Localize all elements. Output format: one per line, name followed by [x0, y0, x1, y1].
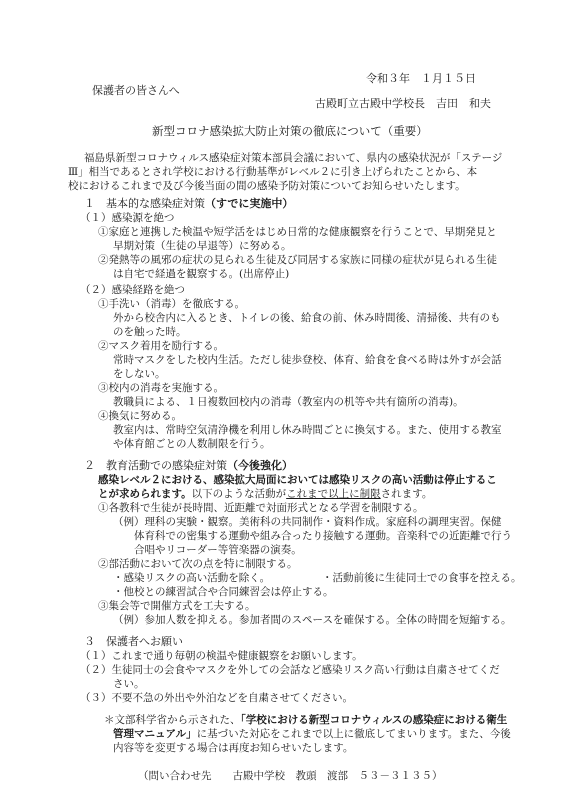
section1-sub2-item: ④換気に努める。 — [98, 410, 182, 422]
section2-item: ・活動前後に生徒同士での食事を控える。 — [322, 572, 522, 584]
note-line-2 — [113, 727, 511, 741]
section2-heading — [84, 459, 293, 473]
note-bold-1: 「学校における新型コロナウィルスの感染症における衛生 — [240, 714, 508, 726]
section1-sub1-label: （１）感染源を絶つ — [80, 212, 175, 224]
section2-item: ②部活動において次の点を特に制限する。 — [98, 558, 298, 570]
section1-sub2-item: ③校内の消毒を実施する。 — [98, 382, 224, 394]
section1-sub2-item: 外から校舎内に入るとき、トイレの後、給食の前、休み時間後、清掃後、共有のも — [113, 312, 501, 324]
section3-item: （１）これまで通り毎朝の検温や健康観察をお願いします。 — [80, 650, 363, 662]
section2-rest-a: 以下のような活動が — [191, 488, 287, 500]
section1-sub2-item: をしない。 — [113, 368, 166, 380]
intro-line-1: 福島県新型コロナウィルス感染症対策本部員会議において、県内の感染状況が「ステージ — [84, 152, 503, 164]
section1-sub1-item: ①家庭と連携した検温や短学活をはじめ日常的な健康観察を行うことで、早期発見と — [98, 226, 497, 238]
section2-bold-line-end: とが求められます。 — [98, 488, 192, 500]
note-bold-2: 管理マニュアル」 — [113, 728, 197, 740]
section1-sub2-item: 教職員による、１日複数回校内の消毒（教室内の机等や共有箇所の消毒)。 — [113, 396, 464, 408]
section2-rest-underline: これまで以上に制限 — [286, 488, 381, 500]
section2-item: ・感染リスクの高い活動を除く。 — [113, 572, 271, 584]
section2-item: ・他校との練習試合や合同練習会は停止する。 — [113, 586, 334, 598]
intro-line-3: 校におけるこれまで及び今後当面の間の感染予防対策についてお知らせいたします。 — [68, 180, 466, 192]
intro-line-2: Ⅲ」相当であるとされ学校における行動基準がレベル２に引き上げられたことから、本 — [68, 166, 478, 178]
section1-sub1-item: は自宅で経過を観察する。(出席停止) — [113, 268, 290, 280]
section2-heading-text: ２ 教育活動での感染症対策 — [84, 459, 227, 472]
section2-heading-emphasis: （今後強化） — [227, 459, 293, 472]
section1-sub1-item: 早期対策（生徒の早退等）に努める。 — [113, 240, 292, 252]
section2-item: （例）参加人数を抑える。参加者間のスペースを確保する。全体の時間を短縮する。 — [113, 614, 512, 626]
section1-heading — [84, 197, 293, 211]
section2-item: ③集会等で開催方式を工夫する。 — [98, 600, 256, 612]
document-date: 令和３年 １月１５日 — [366, 72, 476, 85]
document-title: 新型コロナ感染拡大防止対策の徹底について（重要） — [152, 124, 428, 138]
note-line-1 — [104, 713, 507, 727]
section1-sub2-item: のを触った時。 — [113, 326, 187, 338]
contact-info: （問い合わせ先 古殿中学校 教頭 渡部 ５３－３１３５） — [138, 770, 443, 782]
section3-heading: ３ 保護者へお願い — [84, 635, 183, 648]
note-line-3: 内容等を変更する場合は再度お知らせいたします。 — [113, 742, 354, 754]
section1-sub2-item: ②マスク着用を励行する。 — [98, 340, 224, 352]
section1-sub2-item: や体育館ごとの人数制限を行う。 — [113, 438, 271, 450]
note-rest-1: に基づいた対応をこれまで以上に徹底してまいります。また、今後 — [196, 728, 511, 740]
recipient: 保護者の皆さんへ — [92, 84, 180, 97]
section1-sub1-item: ②発熱等の風邪の症状の見られる生徒及び同居する家族に同様の症状が見られる生徒 — [98, 254, 497, 266]
sender: 古殿町立古殿中学校長 吉田 和夫 — [315, 97, 491, 110]
section2-item: （例）理科の実験・観察。美術科の共同制作・資料作成。家庭科の調理実習。保健 — [113, 516, 502, 528]
note-prefix: ＊文部科学省から示された、 — [104, 714, 241, 726]
section1-sub2-item: 常時マスクをした校内生活。ただし徒歩登校、体育、給食を食べる時は外すが会話 — [113, 354, 502, 366]
section2-bold-line: 感染レベル２における、感染拡大局面においては感染リスクの高い活動は停止するこ — [98, 474, 497, 486]
section2-item: 合唱やリコーダー等管楽器の演奏。 — [134, 544, 302, 556]
section3-item: （２）生徒同士の会食やマスクを外しての会話など感染リスク高い行動は自粛させてくだ — [80, 664, 500, 676]
section1-sub2-label: （２）感染経路を絶つ — [80, 284, 185, 296]
section2-item: ①各教科で生徒が長時間、近距離で対面形式となる学習を制限する。 — [98, 502, 424, 514]
section1-sub2-item: ①手洗い（消毒）を徹底する。 — [98, 298, 245, 310]
section3-item: さい。 — [113, 678, 145, 690]
section3-item: （３）不要不急の外出や外泊などを自粛させてください。 — [80, 692, 353, 704]
section1-heading-emphasis: （すでに実施中） — [205, 197, 294, 210]
section1-heading-text: １ 基本的な感染症対策 — [84, 197, 205, 210]
section2-line-2 — [98, 487, 432, 501]
section1-sub2-item: 教室内は、常時空気清浄機を利用し休み時間ごとに換気する。また、使用する教室 — [113, 424, 502, 436]
section2-item: 体育科での密集する運動や組み合ったり接触する運動。音楽科での近距離で行う — [134, 530, 512, 542]
section2-rest-b: されます。 — [380, 488, 433, 500]
